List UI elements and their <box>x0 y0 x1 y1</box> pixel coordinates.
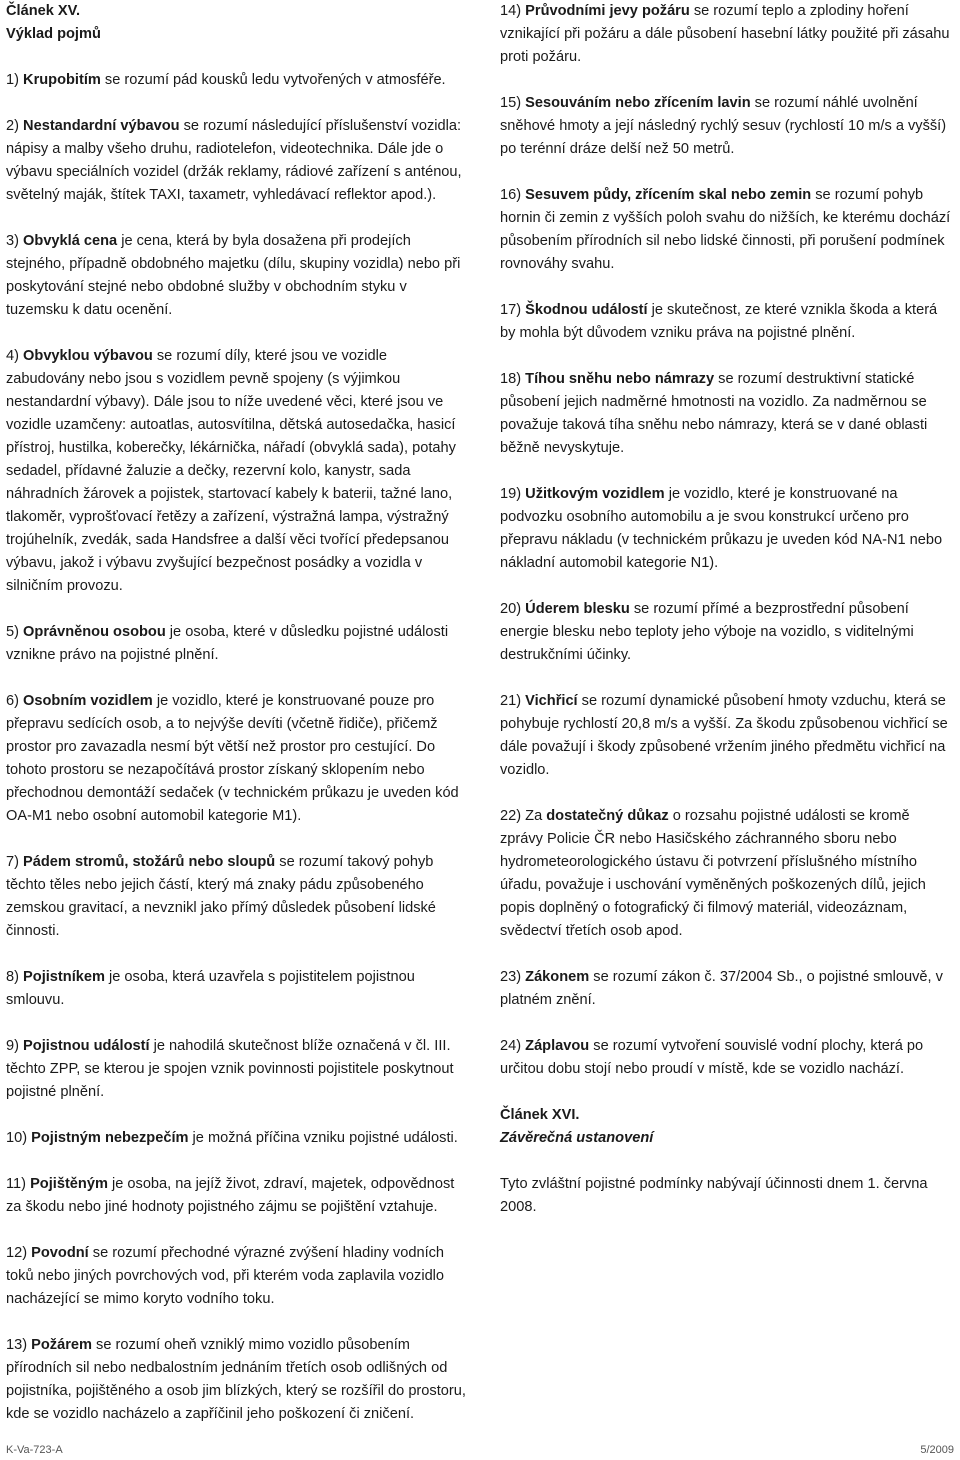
definition-term: Pojistnou událostí <box>23 1038 150 1054</box>
definition-text: je vozidlo, které je konstruované pouze pro přepravu sedících osob, a to nejvýše devíti (včetně řidiče), přičemž prostor pro zavazadla nesmí být větší než prostor pro cestující. Do tohoto prostoru se nezapočítává prostor získaný sklopením nebo přechodnou demontáží sedaček (v technickém průkazu je uveden kód OA-M1 nebo osobní automobil kategorie M1). <box>6 693 459 824</box>
definition-text: se rozumí takový pohyb těchto těles nebo jejich částí, který má znaky pádu způsobeného zemskou gravitací, a nevznikl jako přímý důsledek působení lidské činnosti. <box>6 854 436 939</box>
definition-text: je možná příčina vzniku pojistné události. <box>188 1130 458 1146</box>
definition-term: Úderem blesku <box>525 601 630 617</box>
definition-item <box>6 1035 466 1104</box>
definition-item <box>500 92 956 161</box>
definition-term: Požárem <box>31 1337 92 1353</box>
definition-item <box>6 966 466 1012</box>
final-article-title: Článek XVI. <box>500 1107 580 1123</box>
definition-item <box>500 1035 956 1081</box>
definition-text: se rozumí přechodné výrazné zvýšení hladiny vodních toků nebo jiných povrchových vod, při kterém voda zaplavila vozidlo nacházející se mimo koryto vodního toku. <box>6 1245 445 1307</box>
definition-text: se rozumí zákon č. 37/2004 Sb., o pojistné smlouvě, v platném znění. <box>500 969 943 1008</box>
definition-text: o rozsahu pojistné události se kromě zprávy Policie ČR nebo Hasičského záchranného sboru nebo hydrometeorologického ústavu či potvrzení příslušného místního úřadu, považuje i uschování vyměněných poškozených dílů, jejich popis doplněný o fotografický či filmový materiál, videozáznam, svědectví třetích osob apod. <box>500 808 926 939</box>
definition-number: 17) <box>500 302 522 318</box>
definition-term: Sesouváním nebo zřícením lavin <box>525 95 751 111</box>
definition-number: 19) <box>500 486 522 502</box>
definition-number: 22) <box>500 808 522 824</box>
definition-item <box>6 690 466 828</box>
definition-number: 15) <box>500 95 522 111</box>
definition-term: Vichřicí <box>525 693 578 709</box>
definition-item <box>500 299 956 345</box>
definition-text: se rozumí pohyb hornin či zemin z vyšších poloh svahu do nižších, ke kterému dochází působením přírodních sil nebo lidské činnosti, při porušení podmínek rovnováhy svahu. <box>500 187 951 272</box>
definition-number: 12) <box>6 1245 28 1261</box>
definition-text: je skutečnost, ze které vznikla škoda a která by mohla být důvodem vzniku práva na pojistné plnění. <box>500 302 938 341</box>
definition-number: 8) <box>6 969 19 985</box>
definition-item <box>6 1173 466 1219</box>
definition-term: dostatečný důkaz <box>546 808 669 824</box>
definition-term: Oprávněnou osobou <box>23 624 166 640</box>
definition-text: je osoba, na jejíž život, zdraví, majetek, odpovědnost za škodu nebo jiné hodnoty pojistného zájmu se pojištění vztahuje. <box>6 1176 455 1215</box>
definition-item <box>500 0 956 69</box>
definition-number: 3) <box>6 233 19 249</box>
article-xvi-heading <box>500 1104 956 1150</box>
definition-term: Osobním vozidlem <box>23 693 153 709</box>
definition-number: 7) <box>6 854 19 870</box>
definition-text: se rozumí teplo a zplodiny hoření vznikající při požáru a dále působení hasební látky použité při zásahu proti požáru. <box>500 3 950 65</box>
definition-item <box>500 598 956 667</box>
definition-item <box>500 805 956 943</box>
definition-text: je nahodilá skutečnost blíže označená v čl. III. těchto ZPP, se kterou je spojen vznik povinnosti pojistitele poskytnout pojistné plnění. <box>6 1038 454 1100</box>
definition-item <box>500 184 956 276</box>
definition-prefix: Za <box>521 808 547 824</box>
definition-number: 11) <box>6 1176 27 1192</box>
definition-term: Povodní <box>31 1245 89 1261</box>
definition-item <box>6 69 466 92</box>
definition-term: Pádem stromů, stožárů nebo sloupů <box>23 854 276 870</box>
definition-number: 24) <box>500 1038 522 1054</box>
definition-text: se rozumí destruktivní statické působení jejich nadměrné hmotnosti na vozidlo. Za nadměrnou se považuje taková tíha sněhu nebo námrazy, která se v dané oblasti běžně nevyskytuje. <box>500 371 928 456</box>
article-subtitle: Výklad pojmů <box>6 26 101 42</box>
definition-number: 18) <box>500 371 522 387</box>
definition-term: Průvodními jevy požáru <box>525 3 690 19</box>
definition-number: 10) <box>6 1130 28 1146</box>
right-column <box>500 0 956 1219</box>
definition-text: se rozumí oheň vzniklý mimo vozidlo působením přírodních sil nebo nedbalostním jednáním třetích osob odlišných od pojistníka, pojištěného a osob jim blízkých, který se rozšířil do prostoru, kde se vozidlo nacházelo a zapříčinil jeho poškození či zničení. <box>6 1337 466 1422</box>
article-title: Článek XV. <box>6 3 81 19</box>
definition-term: Krupobitím <box>23 72 101 88</box>
definition-item <box>6 1127 466 1150</box>
definition-term: Zákonem <box>525 969 590 985</box>
final-provision-text: Tyto zvláštní pojistné podmínky nabývají účinnosti dnem 1. června 2008. <box>500 1176 928 1215</box>
definition-item <box>6 1242 466 1311</box>
definition-term: Pojištěným <box>30 1176 108 1192</box>
left-column <box>6 0 466 1449</box>
definition-number: 20) <box>500 601 522 617</box>
definition-item <box>500 368 956 460</box>
definition-term: Obvyklá cena <box>23 233 118 249</box>
definition-number: 16) <box>500 187 522 203</box>
definition-text: je osoba, které v důsledku pojistné události vznikne právo na pojistné plnění. <box>6 624 449 663</box>
definition-term: Sesuvem půdy, zřícením skal nebo zemin <box>525 187 812 203</box>
definition-item <box>500 966 956 1012</box>
definition-text: se rozumí dynamické působení hmoty vzduchu, která se pohybuje rychlostí 20,8 m/s a vyšší. Za škodu způsobenou vichřicí se dále považují i škody způsobené vržením jiného předmětu vichřicí na vozidlo. <box>500 693 948 778</box>
document-date: 5/2009 <box>920 1444 954 1456</box>
definition-item <box>500 483 956 575</box>
definition-number: 5) <box>6 624 19 640</box>
definition-text: se rozumí vytvoření souvislé vodní plochy, která po určitou dobu stojí nebo proudí v místě, kde se vozidlo nachází. <box>500 1038 924 1077</box>
definitions-list-right <box>500 0 956 1081</box>
definition-term: Tíhou sněhu nebo námrazy <box>525 371 715 387</box>
final-article-subtitle: Závěrečná ustanovení <box>500 1130 654 1146</box>
definition-text: se rozumí přímé a bezprostřední působení energie blesku nebo teploty jeho výboje na vozidlo, s viditelnými destrukčními účinky. <box>500 601 914 663</box>
definition-number: 23) <box>500 969 522 985</box>
definition-number: 6) <box>6 693 19 709</box>
definition-item <box>6 621 466 667</box>
definition-text: se rozumí pád kousků ledu vytvořených v atmosféře. <box>100 72 446 88</box>
definition-text: je osoba, která uzavřela s pojistitelem pojistnou smlouvu. <box>6 969 415 1008</box>
definition-term: Nestandardní výbavou <box>23 118 180 134</box>
definition-term: Obvyklou výbavou <box>23 348 153 364</box>
definitions-list-left <box>6 69 466 1426</box>
definition-text: se rozumí následující příslušenství vozidla: nápisy a malby všeho druhu, radiotelefon, videotechnika. Dále jde o výbavu speciálních vozidel (držák reklamy, rádiové zařízení s anténou, světelný maják, štítek TAXI, taxametr, vyhledávací reflektor apod.). <box>6 118 462 203</box>
definition-term: Pojistníkem <box>23 969 105 985</box>
definition-number: 14) <box>500 3 522 19</box>
definition-number: 1) <box>6 72 19 88</box>
definition-item <box>6 1334 466 1426</box>
definition-term: Záplavou <box>525 1038 590 1054</box>
definition-item <box>6 115 466 207</box>
definition-number: 13) <box>6 1337 28 1353</box>
definition-term: Užitkovým vozidlem <box>525 486 665 502</box>
definition-number: 21) <box>500 693 522 709</box>
definition-term: Škodnou událostí <box>525 302 648 318</box>
definition-item <box>500 690 956 782</box>
definition-number: 2) <box>6 118 19 134</box>
definition-number: 4) <box>6 348 19 364</box>
document-code: K-Va-723-A <box>6 1444 63 1456</box>
definition-item <box>6 851 466 943</box>
definition-text: je vozidlo, které je konstruované na podvozku osobního automobilu a je svou konstrukcí určeno pro přepravu nákladu (v technickém průkazu je uveden kód NA-N1 nebo nákladní automobil kategorie N1). <box>500 486 943 571</box>
definition-text: se rozumí náhlé uvolnění sněhové hmoty a její následný rychlý sesuv (rychlostí 10 m/s a vyšší) po terénní dráze delší než 50 metrů. <box>500 95 947 157</box>
definition-number: 9) <box>6 1038 19 1054</box>
definition-text: se rozumí díly, které jsou ve vozidle zabudovány nebo jsou s vozidlem pevně spojeny (s výjimkou nestandardní výbavy). Dále jsou to níže uvedené věci, které jsou ve vozidle uzamčeny: autoatlas, autosvítilna, dětská autosedačka, hasicí přístroj, hustilka, koberečky, lékárnička, nářadí (obvyklá sada), potahy sedadel, přídavné žaluzie a dečky, rezervní kolo, kanystr, sada náhradních žárovek a pojistek, startovací kabely k baterii, tažné lano, tlakoměr, vyprošťovací řetězy a zařízení, výstražná lampa, výstražný trojúhelník, zvedák, sada Handsfree a další věci tvořící předepsanou výbavu, jakož i výbavu zvyšující bezpečnost posádky a vozidla v silničním provozu. <box>6 348 456 594</box>
definition-text: je cena, která by byla dosažena při prodejích stejného, případně obdobného majetku (dílu, skupiny vozidla) nebo při poskytování stejné nebo obdobné služby v obchodním styku v tuzemsku k datu ocenění. <box>6 233 461 318</box>
definition-term: Pojistným nebezpečím <box>31 1130 189 1146</box>
article-xv-heading <box>6 0 466 46</box>
definition-item <box>6 345 466 598</box>
definition-item <box>6 230 466 322</box>
